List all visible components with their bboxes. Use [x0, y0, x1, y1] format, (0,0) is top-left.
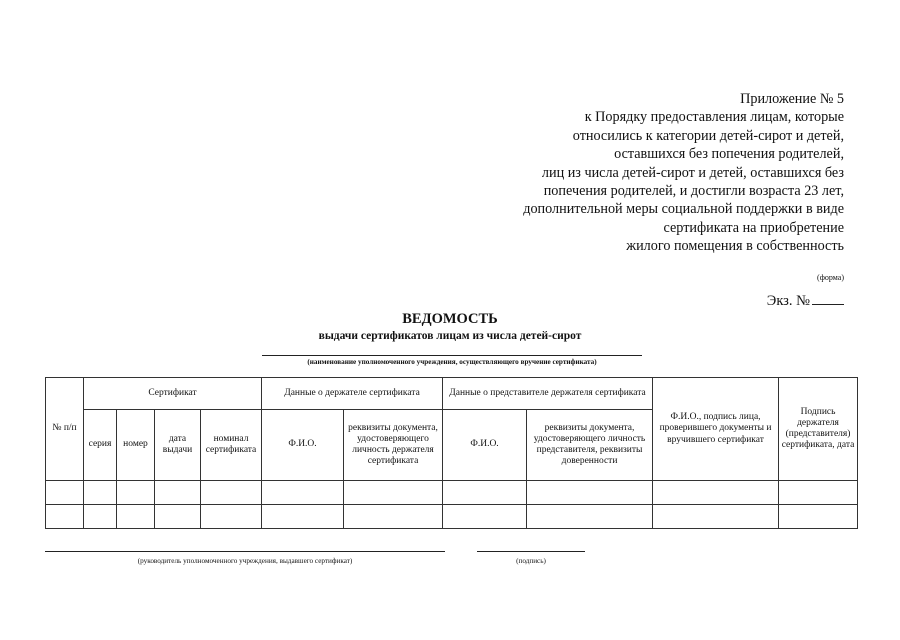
col-number-header: № п/п — [46, 378, 84, 481]
copy-number — [767, 292, 844, 310]
series-header: серия — [84, 410, 117, 481]
table-cell — [262, 481, 344, 505]
table-cell — [84, 481, 117, 505]
head-signature-caption: (руководитель уполномоченного учреждения, выдавшего сертификат) — [137, 557, 353, 565]
signature-header: Подпись держателя (представителя) сертификата, дата — [779, 378, 858, 481]
appendix-line: сертификата на приобретение — [663, 219, 844, 236]
appendix-line: относились к категории детей-сирот и детей, — [572, 127, 844, 144]
document-subtitle: выдачи сертификатов лицам из числа детей-сирот — [318, 330, 582, 342]
signature-caption: (подпись) — [516, 557, 546, 565]
table-cell — [527, 481, 653, 505]
table-cell — [443, 481, 527, 505]
appendix-line: жилого помещения в собственность — [626, 238, 844, 255]
appendix-line: оставшихся без попечения родителей, — [614, 146, 844, 163]
appendix-header — [464, 90, 844, 256]
certificates-table — [45, 377, 858, 529]
form-note: (форма) — [817, 273, 844, 282]
issue-date-header: дата выдачи — [155, 410, 201, 481]
holder-name-header: Ф.И.О. — [262, 410, 344, 481]
table-cell — [527, 505, 653, 529]
org-name-caption: (наименование уполномоченного учреждения, осуществляющего вручение сертификата) — [307, 358, 597, 366]
table-cell — [779, 505, 858, 529]
head-signature-line — [45, 551, 445, 552]
table-cell — [201, 505, 262, 529]
holder-docs-header: реквизиты документа, удостоверяющего личность держателя сертификата — [344, 410, 443, 481]
rep-docs-header: реквизиты документа, удостоверяющего личность представителя, реквизиты доверенности — [527, 410, 653, 481]
holder-group-header: Данные о держателе сертификата — [262, 378, 443, 410]
rep-name-header: Ф.И.О. — [443, 410, 527, 481]
signature-line — [477, 551, 585, 552]
certificate-group-header: Сертификат — [84, 378, 262, 410]
verifier-header: Ф.И.О., подпись лица, проверившего документы и вручившего сертификат — [653, 378, 779, 481]
table-cell — [201, 481, 262, 505]
table-cell — [46, 505, 84, 529]
table-cell — [262, 505, 344, 529]
appendix-line: Приложение № 5 — [740, 91, 844, 107]
header-row-top — [46, 378, 858, 410]
document-title: ВЕДОМОСТЬ — [402, 311, 498, 327]
table-cell — [46, 481, 84, 505]
copy-number-label: Экз. № — [766, 293, 810, 309]
table-cell — [653, 481, 779, 505]
table-row — [46, 481, 858, 505]
number-header: номер — [117, 410, 155, 481]
table-cell — [155, 481, 201, 505]
appendix-line: дополнительной меры социальной поддержки в виде — [523, 201, 844, 218]
org-name-line — [262, 355, 642, 356]
appendix-line: к Порядку предоставления лицам, которые — [584, 109, 844, 126]
table-cell — [117, 481, 155, 505]
appendix-line: попечения родителей, и достигли возраста 23 лет, — [543, 183, 844, 200]
copy-number-blank — [812, 292, 844, 305]
table-row — [46, 505, 858, 529]
table-cell — [155, 505, 201, 529]
appendix-line: лиц из числа детей-сирот и детей, оставшихся без — [541, 164, 844, 181]
nominal-header: номинал сертификата — [201, 410, 262, 481]
table-cell — [443, 505, 527, 529]
table-cell — [344, 505, 443, 529]
table-cell — [653, 505, 779, 529]
table-cell — [779, 481, 858, 505]
table-cell — [117, 505, 155, 529]
table-cell — [84, 505, 117, 529]
table-cell — [344, 481, 443, 505]
representative-group-header: Данные о представителе держателя сертификата — [443, 378, 653, 410]
